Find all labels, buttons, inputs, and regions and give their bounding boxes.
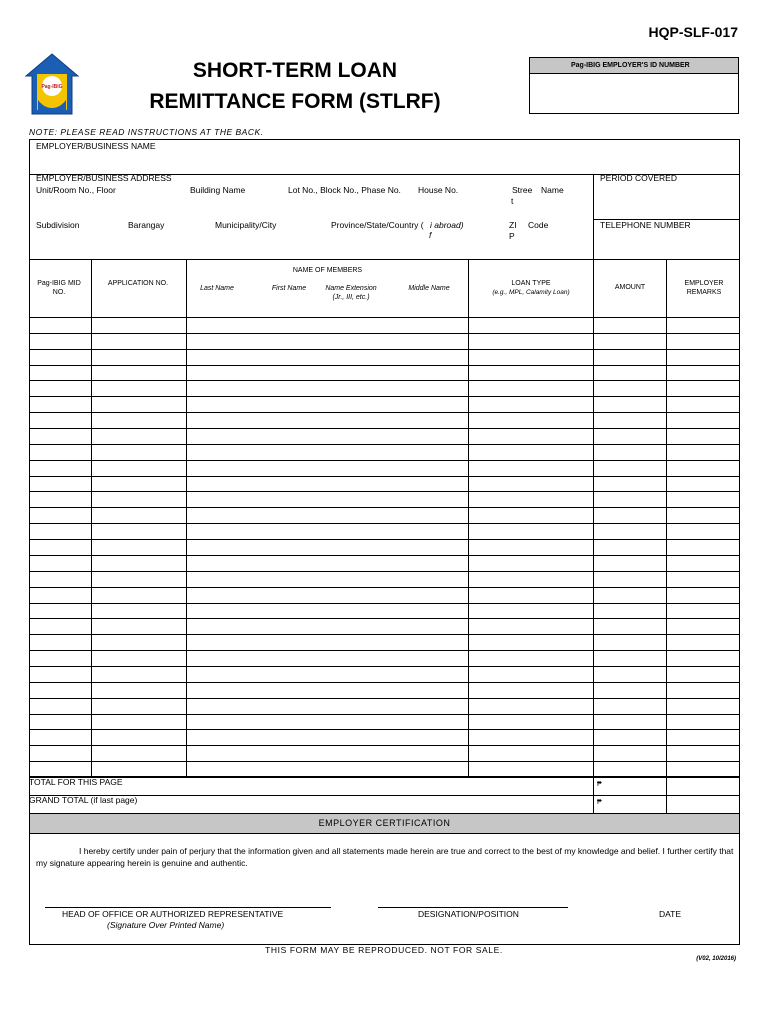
table-row[interactable]	[29, 555, 740, 556]
form-title-line2: REMITTANCE FORM (STLRF)	[149, 90, 441, 113]
table-row[interactable]	[29, 476, 740, 477]
grand-total-label: GRAND TOTAL (if last page)	[29, 795, 138, 805]
table-row[interactable]	[29, 650, 740, 651]
table-row[interactable]	[29, 444, 740, 445]
street-label-b: t	[511, 196, 514, 206]
total-page-label: TOTAL FOR THIS PAGE	[29, 777, 123, 787]
table-row[interactable]	[29, 745, 740, 746]
employer-address-label: EMPLOYER/BUSINESS ADDRESS	[36, 173, 172, 183]
instruction-note: NOTE: PLEASE READ INSTRUCTIONS AT THE BACK.	[29, 127, 264, 137]
certification-header: EMPLOYER CERTIFICATION	[29, 813, 740, 834]
table-row[interactable]	[29, 412, 740, 413]
table-column-divider	[91, 259, 92, 777]
certification-text: I hereby certify under pain of perjury that the information given and all statements made herein are true and correct to the best of my knowledge and belief. I further certify that my signature appearing herein is genuine and authentic.	[36, 846, 734, 868]
table-row[interactable]	[29, 587, 740, 588]
peso-sign-total: ₱	[597, 781, 602, 788]
zip-label-a: ZI	[509, 220, 517, 230]
col-name-header: NAME OF MEMBERS	[292, 267, 363, 274]
table-row[interactable]	[29, 365, 740, 366]
designation-line[interactable]	[378, 907, 568, 908]
street-name-label: Name	[541, 185, 564, 195]
col-application-header: APPLICATION NO.	[107, 280, 169, 287]
table-row[interactable]	[29, 380, 740, 381]
col-mid-header: Pag-IBIG MID NO.	[37, 280, 81, 296]
col-remarks-header: EMPLOYER REMARKS	[684, 280, 724, 296]
lot-block-phase-label: Lot No., Block No., Phase No.	[288, 185, 401, 195]
footer-note: THIS FORM MAY BE REPRODUCED. NOT FOR SALE.	[265, 945, 503, 955]
telephone-label: TELEPHONE NUMBER	[600, 220, 691, 230]
table-row[interactable]	[29, 460, 740, 461]
form-title-line1: SHORT-TERM LOAN	[192, 59, 398, 82]
pagibig-logo	[24, 52, 80, 118]
form-version: (V02, 10/2016)	[696, 956, 736, 962]
col-last-name-header: Last Name	[200, 285, 234, 292]
table-row[interactable]	[29, 428, 740, 429]
col-loan-type-sub: (e.g., MPL, Calamity Loan)	[492, 289, 570, 296]
table-row[interactable]	[29, 618, 740, 619]
municipality-label: Municipality/City	[215, 220, 277, 230]
col-name-ext-sub: (Jr., III, etc.)	[332, 294, 370, 301]
if-abroad-label: i abroad)	[430, 220, 464, 230]
employer-id-label: Pag-IBIG EMPLOYER'S ID NUMBER	[530, 58, 738, 74]
barangay-label: Barangay	[128, 220, 165, 230]
table-row[interactable]	[29, 666, 740, 667]
table-row[interactable]	[29, 491, 740, 492]
col-amount-header: AMOUNT	[614, 284, 646, 291]
table-column-divider	[186, 259, 187, 777]
table-column-divider	[593, 259, 594, 777]
col-middle-name-header: Middle Name	[408, 285, 450, 292]
signature-label: HEAD OF OFFICE OR AUTHORIZED REPRESENTATIVE	[62, 909, 284, 919]
table-row[interactable]	[29, 317, 740, 318]
employer-name-field[interactable]	[29, 139, 740, 175]
table-row[interactable]	[29, 539, 740, 540]
designation-label: DESIGNATION/POSITION	[418, 909, 519, 919]
table-row[interactable]	[29, 729, 740, 730]
col-name-ext-header: Name Extension	[325, 285, 377, 292]
unit-room-label: Unit/Room No., Floor	[36, 185, 116, 195]
table-row[interactable]	[29, 714, 740, 715]
table-row[interactable]	[29, 698, 740, 699]
zip-label-b: P	[509, 231, 515, 241]
table-row[interactable]	[29, 349, 740, 350]
table-row[interactable]	[29, 761, 740, 762]
employer-id-box[interactable]	[529, 57, 739, 114]
period-covered-label: PERIOD COVERED	[600, 173, 677, 183]
table-row[interactable]	[29, 523, 740, 524]
street-label-a: Stree	[512, 185, 533, 195]
signature-sublabel: (Signature Over Printed Name)	[107, 920, 225, 930]
table-row[interactable]	[29, 603, 740, 604]
col-loan-type-header: LOAN TYPE	[511, 280, 551, 287]
table-column-divider	[468, 259, 469, 777]
signature-line[interactable]	[45, 907, 331, 908]
house-no-label: House No.	[418, 185, 459, 195]
col-first-name-header: First Name	[271, 285, 307, 292]
logo-text: Pag-IBIG	[41, 84, 63, 90]
province-label: Province/State/Country (	[331, 220, 424, 230]
table-row[interactable]	[29, 396, 740, 397]
table-row[interactable]	[29, 682, 740, 683]
members-table	[29, 259, 740, 777]
if-abroad-f: f	[429, 230, 432, 240]
subdivision-label: Subdivision	[36, 220, 80, 230]
date-label: DATE	[659, 909, 682, 919]
table-row[interactable]	[29, 634, 740, 635]
table-column-divider	[666, 259, 667, 777]
table-row[interactable]	[29, 507, 740, 508]
peso-sign-grand: ₱	[597, 799, 602, 806]
zip-code-label: Code	[528, 220, 549, 230]
table-row[interactable]	[29, 571, 740, 572]
table-row[interactable]	[29, 333, 740, 334]
form-code: HQP-SLF-017	[648, 24, 738, 40]
employer-name-label: EMPLOYER/BUSINESS NAME	[36, 141, 156, 151]
building-name-label: Building Name	[190, 185, 246, 195]
